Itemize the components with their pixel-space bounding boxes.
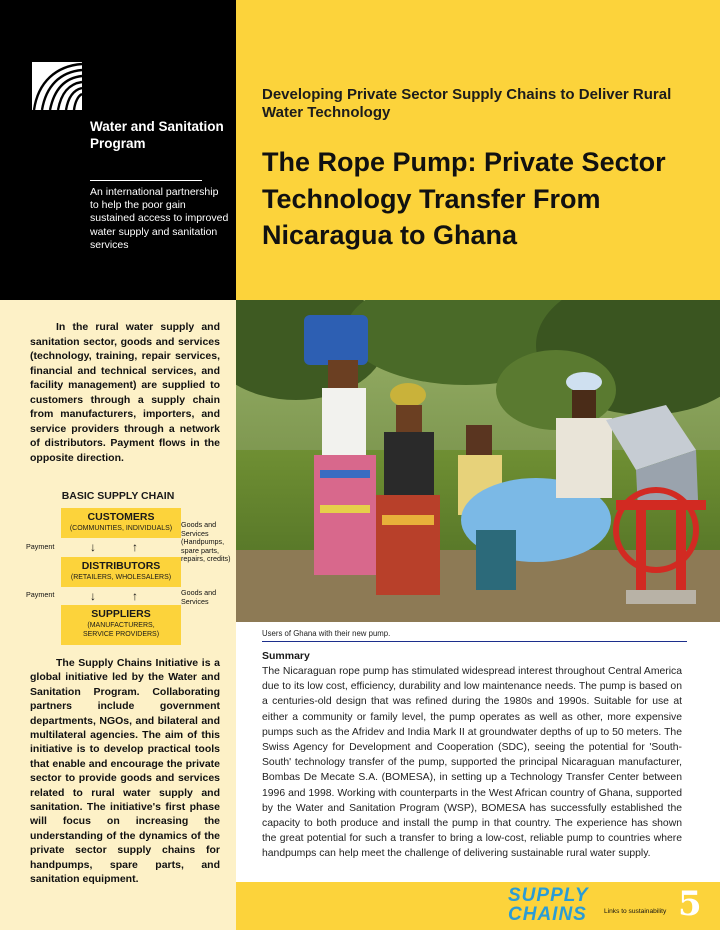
page-subtitle: Developing Private Sector Supply Chains to Deliver Rural Water Technology (262, 86, 672, 121)
goods-services-lower: Goods and Services (181, 588, 217, 606)
page-number: 5 (678, 884, 702, 924)
arrow-down-icon: ↓ (90, 589, 96, 603)
caption-divider (262, 641, 687, 642)
arrow-up-icon: ↑ (132, 589, 138, 603)
distributors-sub: (RETAILERS, WHOLESALERS) (70, 574, 172, 581)
customers-sub: (COMMUNITIES, INDIVIDUALS) (69, 525, 173, 532)
wsp-logo-icon (32, 62, 82, 110)
customers-box (61, 508, 181, 538)
distributors-box (61, 557, 181, 587)
suppliers-box (61, 605, 181, 645)
brand-tagline: Links to sustainability (604, 908, 667, 915)
summary-heading: Summary (262, 650, 310, 662)
org-description: An international partnership to help the poor gain sustained access to improved water supply and sanitation services (90, 186, 229, 251)
supply-chain-title: BASIC SUPPLY CHAIN (61, 490, 175, 502)
suppliers-sub: (MANUFACTURERS, SERVICE PROVIDERS) (82, 622, 160, 638)
arrow-up-icon: ↑ (132, 540, 138, 554)
org-divider (90, 180, 202, 181)
brand-line-2: CHAINS (508, 904, 587, 925)
distributors-label: DISTRIBUTORS (81, 560, 161, 572)
org-name: Water and Sanitation Program (90, 119, 224, 151)
payment-label-upper: Payment (26, 542, 55, 551)
brand-line-1: SUPPLY (508, 885, 589, 906)
ghana-pump-photo (236, 300, 720, 622)
supply-chains-logo (508, 886, 688, 926)
sidebar-intro: In the rural water supply and sanitation sector, goods and services (technology, training, repair services, financial and technical services, and facility management) are supplied to customers through a supply chain from manufacturers, importers, and service providers through a network of distributors. Payment flows in the opposite direction. (30, 321, 220, 464)
customers-label: CUSTOMERS (87, 511, 155, 523)
initiative-text: The Supply Chains Initiative is a global initiative led by the Water and Sanitation Program. Collaborating partners include government departments, NGOs, and bilateral and multilateral agencies. The aim of this initiative is to develop practical tools that enable and encourage the private sector to provide goods and services related to rural water supply and sanitation. The initiative's first phase will focus on increasing the understanding of the dynamics of the private sector supply chains for handpumps, spare parts, and sanitation equipment. (30, 657, 220, 886)
suppliers-label: SUPPLIERS (91, 608, 151, 620)
page-title: The Rope Pump: Private Sector Technology Transfer From Nicaragua to Ghana (262, 147, 666, 250)
goods-services-upper: Goods and Services (Handpumps, spare parts, repairs, credits) (181, 520, 231, 564)
photo-caption: Users of Ghana with their new pump. (262, 629, 391, 638)
payment-label-lower: Payment (26, 590, 55, 599)
arrow-down-icon: ↓ (90, 540, 96, 554)
summary-body: The Nicaraguan rope pump has stimulated widespread interest throughout Central America due to its low cost, efficiency, durability and low maintenance needs. The pump is based on a centuries-old design that was refined during the 1980s and 1990s. Suitable for use at either a community or family level, the pump operates as well as other, more expensive pumps such as the Afridev and India Mark II at groundwater depths of up to 50 meters. The Swiss Agency for Development and Cooperation (SDC), seeing the potential for 'South-South' technology transfer of the pump, supported the principal Nicaraguan manufacturer, Bombas De Mecate S.A. (BOMESA), in setting up a Technology Transfer Center between 1996 and 1998. Working with counterparts in the West African country of Ghana, supported by the Water and Sanitation Program (WSP), BOMESA has successfully established the capacity to both produce and install the pump in that country. The experience has shown the great potential for such a transfer to bring a low-cost, reliable pump to countries where handpumps can help meet the challenge of delivering sustainable rural water supply. (262, 666, 682, 860)
